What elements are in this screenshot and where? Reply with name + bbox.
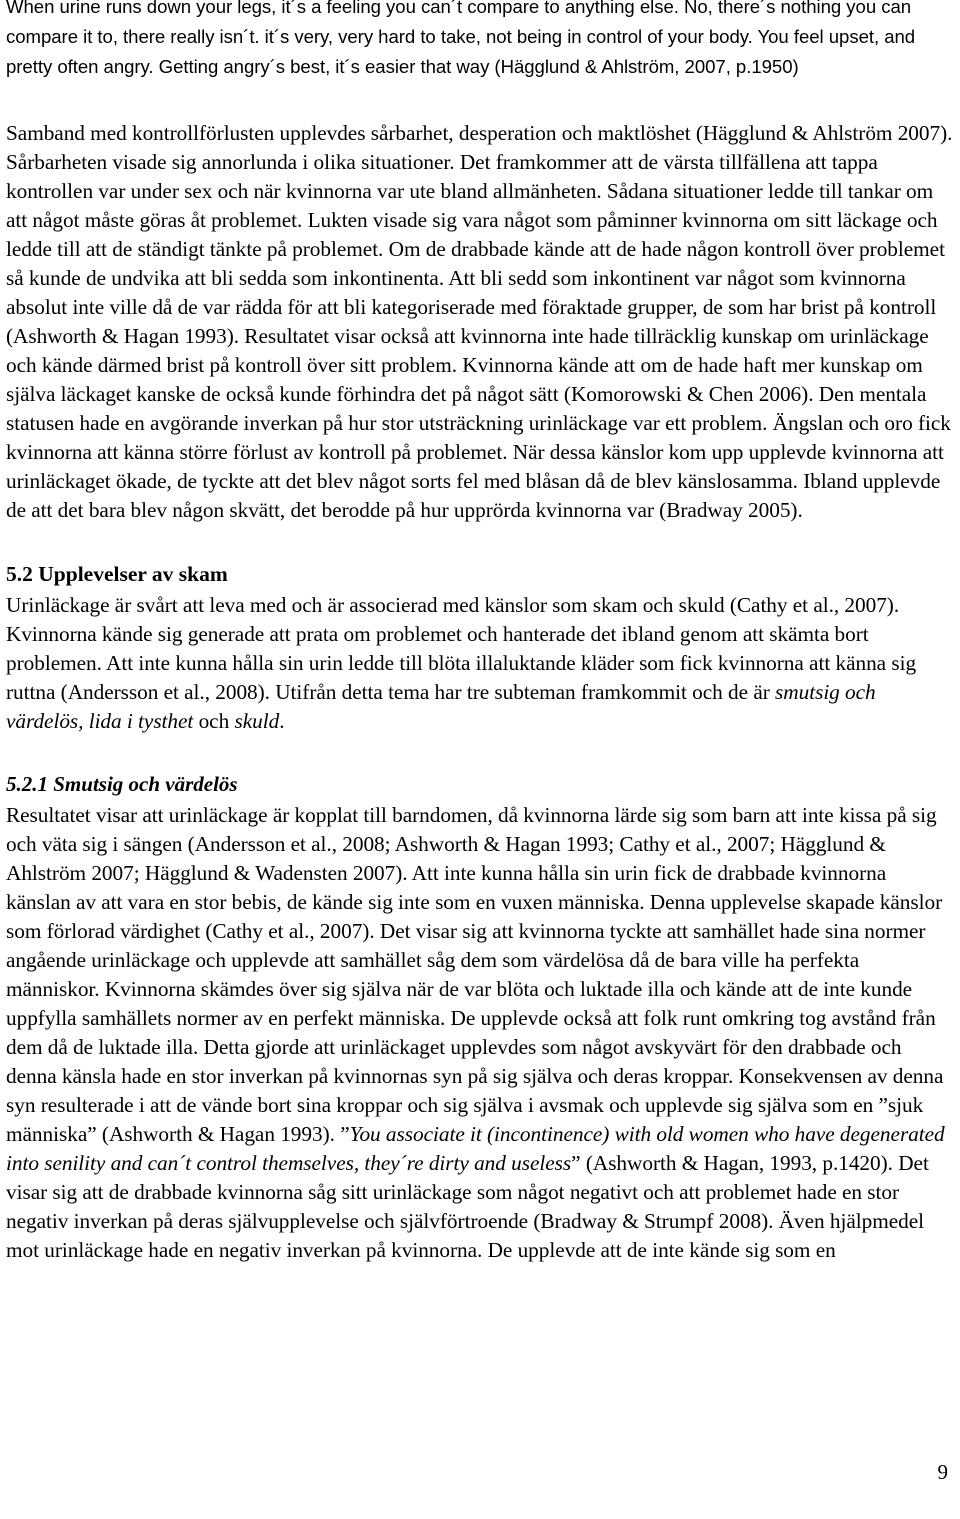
intro-period: . xyxy=(279,709,285,733)
page-number: 9 xyxy=(937,1460,948,1484)
italic-quote: You associate it (incontinence) with old women who have degenerated into senility and can´t control themselves, they´re dirty and useless xyxy=(6,1122,945,1175)
section-5-2-1-body xyxy=(6,801,956,1265)
last-subtheme-italic: skuld xyxy=(234,709,280,733)
section-5-2-intro-text: Urinläckage är svårt att leva med och är associerad med känslor som skam och skuld (Cathy et al., 2007). Kvinnorna kände sig generade att prata om problemet och hanterade det ibland genom att skämta bort problemen. Att inte kunna hålla sin urin ledde till blöta illaluktande kläder som fick kvinnorna att känna sig ruttna (Andersson et al., 2008). Utifrån detta tema har tre subteman framkommit och de är xyxy=(6,593,917,704)
body-text-before-quote: Resultatet visar att urinläckage är kopplat till barndomen, då kvinnorna lärde sig som barn att inte kissa på sig och väta sig i sängen (Andersson et al., 2008; Ashworth & Hagan 1993; Cathy et al., 2007; Hägglund & Ahlström 2007; Hägglund & Wadensten 2007). Att inte kunna hålla sin urin fick de drabbade kvinnorna känslan av att vara en stor bebis, de kände sig inte som en vuxen människa. Denna upplevelse skapade känslor som förlorad värdighet (Cathy et al., 2007). Det visar sig att kvinnorna tyckte att samhället hade sina normer angående urinläckage och upplevde att samhället såg dem som värdelösa då de bara ville ha perfekta människor. Kvinnorna skämdes över sig själva när de var blöta och luktade illa och kände att de inte kunde uppfylla samhällets normer av en perfekt människa. De upplevde också att folk runt omkring tog avstånd från dem då de luktade illa. Detta gjorde att urinläckaget upplevdes som något avskyvärt för den drabbade och denna känsla hade en stor inverkan på kvinnornas syn på sig själva och deras kroppar. Konsekvensen av denna syn resulterade i att de vände bort sina kroppar och sig själva i avsmak och upplevde sig själva som en ”sjuk människa” (Ashworth & Hagan 1993). ” xyxy=(6,803,944,1146)
document-page xyxy=(6,0,956,1265)
section-heading-5-2-1: 5.2.1 Smutsig och värdelös xyxy=(6,772,238,796)
english-quote: When urine runs down your legs, it´s a feeling you can´t compare to anything else. No, there´s nothing you can compare it to, there really isn´t. it´s very, very hard to take, not being in control of your body. You feel upset, and pretty often angry. Getting angry´s best, it´s easier that way (Hägglund & Ahlström, 2007, p.1950) xyxy=(6,0,916,77)
section-heading-5-2: 5.2 Upplevelser av skam xyxy=(6,562,228,586)
subthemes-italic: smutsig och värdelös, lida i tysthet xyxy=(6,680,876,733)
section-5-2-intro xyxy=(6,591,956,736)
subthemes-connector: och xyxy=(198,709,230,733)
paragraph-loss-of-control: Samband med kontrollförlusten upplevdes sårbarhet, desperation och maktlöshet (Hägglund & Ahlström 2007). Sårbarheten visade sig annorlunda i olika situationer. Det framkommer att de värsta tillfällena att tappa kontrollen var under sex och när kvinnorna var ute bland allmänheten. Sådana situationer ledde till tankar om att något måste göras åt problemet. Lukten visade sig vara något som påminner kvinnorna om sitt läckage och ledde till att de ständigt tänkte på problemet. Om de drabbade kände att de hade någon kontroll över problemet så kunde de undvika att bli sedda som inkontinenta. Att bli sedd som inkontinent var något som kvinnorna absolut inte ville då de var rädda för att bli kategoriserade med föraktade grupper, de som har brist på kontroll (Ashworth & Hagan 1993). Resultatet visar också att kvinnorna inte hade tillräcklig kunskap om urinläckage och kände därmed brist på kontroll över sitt problem. Kvinnorna kände att om de hade haft mer kunskap om själva läckaget kanske de också kunde förhindra det på något sätt (Komorowski & Chen 2006). Den mentala statusen hade en avgörande inverkan på hur stor utsträckning urinläckage var ett problem. Ängslan och oro fick kvinnorna att känna större förlust av kontroll på problemet. När dessa känslor kom upp upplevde kvinnorna att urinläckaget ökade, de tyckte att det blev något sorts fel med blåsan då de blev känslosamma. Ibland upplevde de att det bara blev någon skvätt, det berodde på hur upprörda kvinnorna var (Bradway 2005). xyxy=(6,121,953,522)
body-text-after-quote: ” (Ashworth & Hagan, 1993, p.1420). Det visar sig att de drabbade kvinnorna såg sitt urinläckage som något negativt och att problemet hade en stor negativ inverkan på deras självupplevelse och självförtroende (Bradway & Strumpf 2008). Även hjälpmedel mot urinläckage hade en negativ inverkan på kvinnorna. De upplevde att de inte kände sig som en xyxy=(6,1151,929,1262)
